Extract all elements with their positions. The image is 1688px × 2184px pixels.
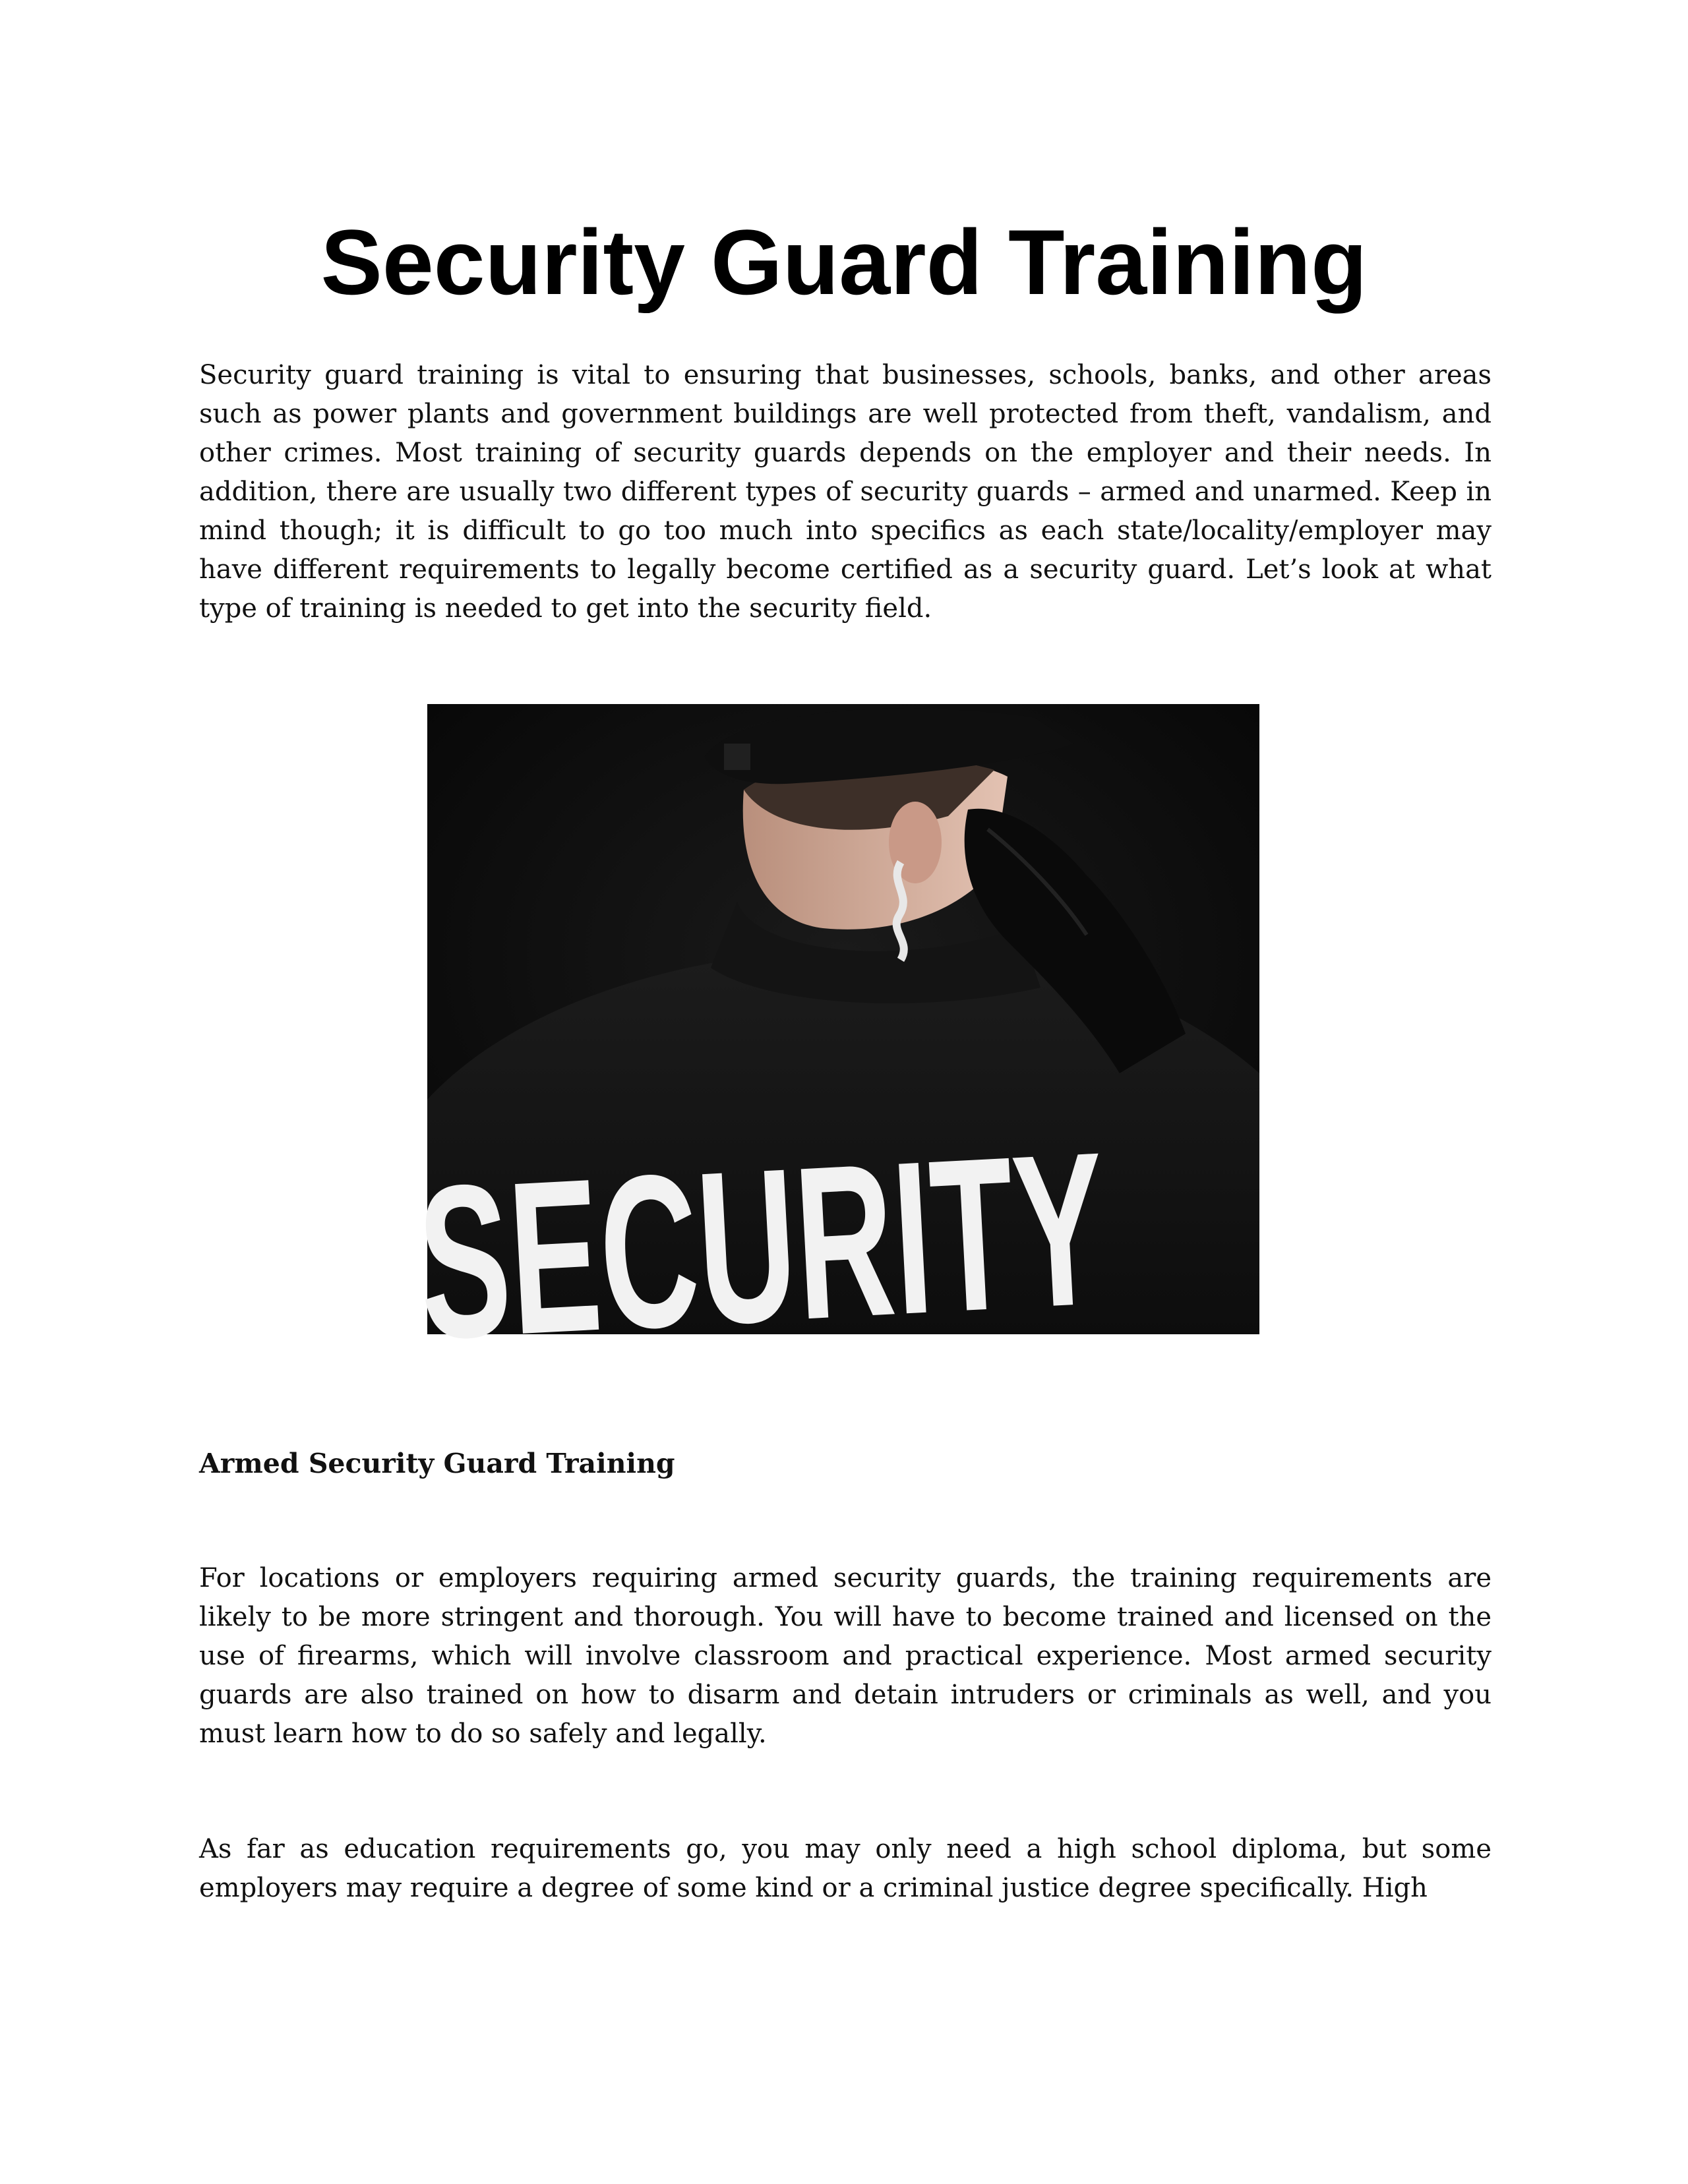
security-guard-illustration [413, 704, 1525, 1385]
armed-section-paragraph: For locations or employers requiring armed security guards, the training requirements are likely to be more stringent and thorough. You will have to become trained and licensed on the use of firearms, which will involve classroom and practical experience. Most armed security guards are also trained on how to disarm and detain intruders or criminals as well, and you must learn how to do so safely and legally. [199, 1563, 1492, 1749]
cap-buckle [724, 744, 750, 770]
armed-section-heading: Armed Security Guard Training [199, 1448, 675, 1479]
document-title: Security Guard Training [320, 210, 1368, 314]
jacket-security-text: SECURITY [413, 1084, 1525, 1385]
intro-paragraph: Security guard training is vital to ensuring that businesses, schools, banks, and other areas such as power plants and government buildings are well protected from theft, vandalism, and other crimes. Most training of security guards depends on the employer and their needs. In addition, there are usually two different types of security guards – armed and unarmed. Keep in mind though; it is difficult to go too much into specifics as each state/locality/employer may have different requirements to legally become certified as a security guard. Let’s look at what type of training is needed to get into the security field. [199, 360, 1492, 624]
education-paragraph: As far as education requirements go, you may only need a high school diploma, but some employers may require a degree of some kind or a criminal justice degree specifically. High [199, 1834, 1492, 1903]
security-guard-photo [413, 704, 1525, 1385]
